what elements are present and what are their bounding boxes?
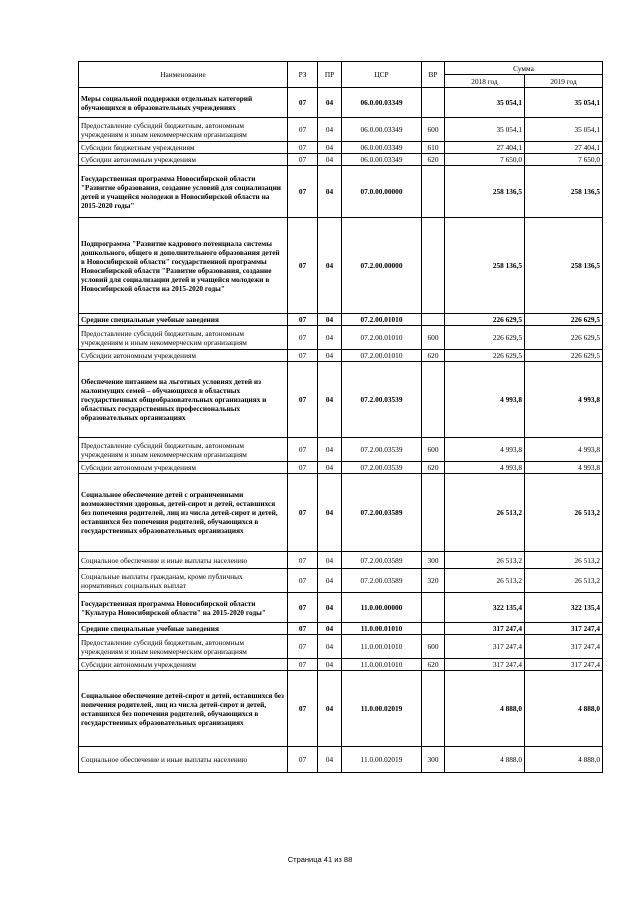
cell-name: Социальное обеспечение детей с ограниченными возможностями здоровья, детей-сирот и детей, оставшихся без попечения родителей, лиц из числа детей-сирот и детей, оставшихся без попечения родителей, обучающихся в государственных образовательных организациях <box>79 474 288 552</box>
cell-pr: 04 <box>318 118 342 142</box>
cell-sum-2019: 26 513,2 <box>525 474 603 552</box>
header-csr: ЦСР <box>342 62 422 88</box>
table-row <box>79 593 603 623</box>
cell-pr: 04 <box>318 474 342 552</box>
cell-csr: 07.2.00.03539 <box>342 362 422 438</box>
cell-name: Социальное обеспечение и иные выплаты населению <box>79 552 288 569</box>
cell-sum-2018: 317 247,4 <box>445 635 525 659</box>
cell-name: Субсидии автономным учреждениям <box>79 659 288 671</box>
table-body <box>79 88 603 773</box>
cell-csr: 07.2.00.03589 <box>342 552 422 569</box>
cell-sum-2019: 26 513,2 <box>525 569 603 593</box>
cell-sum-2019: 35 054,1 <box>525 118 603 142</box>
cell-sum-2019: 4 888,0 <box>525 671 603 747</box>
cell-pr: 04 <box>318 88 342 118</box>
header-name: Наименование <box>79 62 288 88</box>
cell-vr: 600 <box>422 635 445 659</box>
cell-sum-2018: 258 136,5 <box>445 166 525 218</box>
cell-pr: 04 <box>318 166 342 218</box>
cell-name: Субсидии автономным учреждениям <box>79 154 288 166</box>
cell-name: Средние специальные учебные заведения <box>79 623 288 635</box>
cell-sum-2018: 26 513,2 <box>445 552 525 569</box>
table-row <box>79 118 603 142</box>
cell-rz: 07 <box>288 154 318 166</box>
cell-pr: 04 <box>318 326 342 350</box>
cell-sum-2019: 317 247,4 <box>525 635 603 659</box>
cell-sum-2019: 35 054,1 <box>525 88 603 118</box>
cell-pr: 04 <box>318 593 342 623</box>
table-row <box>79 314 603 326</box>
cell-rz: 07 <box>288 438 318 462</box>
cell-rz: 07 <box>288 671 318 747</box>
cell-pr: 04 <box>318 218 342 314</box>
cell-sum-2018: 317 247,4 <box>445 659 525 671</box>
cell-vr: 600 <box>422 326 445 350</box>
cell-sum-2018: 226 629,5 <box>445 326 525 350</box>
cell-vr: 320 <box>422 569 445 593</box>
table-row <box>79 362 603 438</box>
cell-vr <box>422 474 445 552</box>
cell-sum-2018: 258 136,5 <box>445 218 525 314</box>
cell-vr <box>422 314 445 326</box>
cell-pr: 04 <box>318 314 342 326</box>
cell-name: Субсидии автономным учреждениям <box>79 462 288 474</box>
cell-pr: 04 <box>318 671 342 747</box>
cell-rz: 07 <box>288 623 318 635</box>
cell-pr: 04 <box>318 659 342 671</box>
cell-name: Государственная программа Новосибирской области "Культура Новосибирской области" на 2015-2020 годы" <box>79 593 288 623</box>
cell-rz: 07 <box>288 569 318 593</box>
table-row <box>79 166 603 218</box>
cell-pr: 04 <box>318 552 342 569</box>
table-row <box>79 623 603 635</box>
cell-pr: 04 <box>318 462 342 474</box>
cell-csr: 07.0.00.00000 <box>342 166 422 218</box>
header-rz: РЗ <box>288 62 318 88</box>
cell-sum-2018: 27 404,1 <box>445 142 525 154</box>
cell-rz: 07 <box>288 474 318 552</box>
cell-name: Субсидии бюджетным учреждениям <box>79 142 288 154</box>
cell-sum-2018: 4 993,8 <box>445 362 525 438</box>
cell-sum-2019: 4 888,0 <box>525 747 603 773</box>
table-row <box>79 635 603 659</box>
cell-rz: 07 <box>288 314 318 326</box>
cell-sum-2018: 35 054,1 <box>445 118 525 142</box>
page-number: Страница 41 из 88 <box>287 855 353 864</box>
cell-rz: 07 <box>288 362 318 438</box>
cell-sum-2018: 26 513,2 <box>445 569 525 593</box>
cell-sum-2018: 226 629,5 <box>445 314 525 326</box>
cell-sum-2018: 226 629,5 <box>445 350 525 362</box>
table-row <box>79 154 603 166</box>
cell-vr <box>422 671 445 747</box>
cell-rz: 07 <box>288 142 318 154</box>
cell-csr: 07.2.00.01010 <box>342 326 422 350</box>
cell-rz: 07 <box>288 326 318 350</box>
cell-sum-2019: 4 993,8 <box>525 462 603 474</box>
table-row <box>79 659 603 671</box>
table-row <box>79 326 603 350</box>
cell-name: Предоставление субсидий бюджетным, автономным учреждениям и иным некоммерческим организациям <box>79 438 288 462</box>
cell-rz: 07 <box>288 350 318 362</box>
cell-vr: 620 <box>422 462 445 474</box>
budget-table-container <box>78 61 602 773</box>
cell-name: Социальные выплаты гражданам, кроме публичных нормативных социальных выплат <box>79 569 288 593</box>
table-header-row <box>79 62 603 75</box>
cell-vr <box>422 88 445 118</box>
cell-sum-2019: 226 629,5 <box>525 326 603 350</box>
cell-pr: 04 <box>318 569 342 593</box>
cell-vr <box>422 166 445 218</box>
cell-vr <box>422 623 445 635</box>
cell-rz: 07 <box>288 462 318 474</box>
cell-pr: 04 <box>318 350 342 362</box>
cell-rz: 07 <box>288 635 318 659</box>
cell-sum-2019: 226 629,5 <box>525 314 603 326</box>
cell-rz: 07 <box>288 218 318 314</box>
cell-csr: 07.2.00.03539 <box>342 438 422 462</box>
cell-sum-2018: 26 513,2 <box>445 474 525 552</box>
header-sum: Сумма <box>445 62 603 75</box>
header-vr: ВР <box>422 62 445 88</box>
cell-name: Обеспечение питанием на льготных условиях детей из малоимущих семей – обучающихся в областных государственных общеобразовательных организациях и областных государственных профессиональных образовательных организациях <box>79 362 288 438</box>
cell-sum-2019: 317 247,4 <box>525 659 603 671</box>
header-year-2018: 2018 год <box>445 75 525 88</box>
cell-pr: 04 <box>318 142 342 154</box>
cell-rz: 07 <box>288 659 318 671</box>
table-row <box>79 474 603 552</box>
cell-csr: 07.2.00.00000 <box>342 218 422 314</box>
cell-csr: 06.0.00.03349 <box>342 154 422 166</box>
cell-csr: 11.0.00.01010 <box>342 635 422 659</box>
cell-name: Предоставление субсидий бюджетным, автономным учреждениям и иным некоммерческим организациям <box>79 326 288 350</box>
cell-sum-2018: 7 650,0 <box>445 154 525 166</box>
cell-sum-2018: 4 888,0 <box>445 671 525 747</box>
cell-rz: 07 <box>288 166 318 218</box>
cell-name: Предоставление субсидий бюджетным, автономным учреждениям и иным некоммерческим организациям <box>79 635 288 659</box>
cell-pr: 04 <box>318 747 342 773</box>
cell-name: Государственная программа Новосибирской области "Развитие образования, создание условий для социализации детей и учащейся молодежи в Новосибирской области на 2015-2020 годы" <box>79 166 288 218</box>
cell-vr: 620 <box>422 659 445 671</box>
table-row <box>79 747 603 773</box>
cell-csr: 11.0.00.01010 <box>342 659 422 671</box>
cell-vr: 620 <box>422 154 445 166</box>
table-row <box>79 218 603 314</box>
cell-name: Субсидии автономным учреждениям <box>79 350 288 362</box>
table-row <box>79 671 603 747</box>
cell-csr: 07.2.00.03589 <box>342 569 422 593</box>
cell-name: Подпрограмма "Развитие кадрового потенциала системы дошкольного, общего и дополнительного образования детей в Новосибирской области" государственной программы Новосибирской области "Развитие образования, создание условий для социализации детей и учащейся молодежи в Новосибирской области на 2015-2020 годы" <box>79 218 288 314</box>
cell-rz: 07 <box>288 747 318 773</box>
cell-vr: 620 <box>422 350 445 362</box>
cell-sum-2018: 4 993,8 <box>445 438 525 462</box>
cell-sum-2018: 322 135,4 <box>445 593 525 623</box>
cell-csr: 07.2.00.01010 <box>342 350 422 362</box>
cell-rz: 07 <box>288 593 318 623</box>
cell-csr: 11.0.00.01010 <box>342 623 422 635</box>
cell-name: Средние специальные учебные заведения <box>79 314 288 326</box>
cell-name: Предоставление субсидий бюджетным, автономным учреждениям и иным некоммерческим организациям <box>79 118 288 142</box>
cell-rz: 07 <box>288 118 318 142</box>
cell-sum-2019: 26 513,2 <box>525 552 603 569</box>
cell-sum-2019: 322 135,4 <box>525 593 603 623</box>
cell-pr: 04 <box>318 623 342 635</box>
cell-vr <box>422 218 445 314</box>
cell-sum-2019: 7 650,0 <box>525 154 603 166</box>
table-row <box>79 462 603 474</box>
cell-csr: 07.2.00.03589 <box>342 474 422 552</box>
cell-vr <box>422 593 445 623</box>
cell-sum-2019: 258 136,5 <box>525 218 603 314</box>
cell-sum-2019: 317 247,4 <box>525 623 603 635</box>
cell-csr: 07.2.00.01010 <box>342 314 422 326</box>
cell-rz: 07 <box>288 552 318 569</box>
cell-rz: 07 <box>288 88 318 118</box>
cell-sum-2019: 4 993,8 <box>525 438 603 462</box>
cell-csr: 11.0.00.02019 <box>342 671 422 747</box>
header-pr: ПР <box>318 62 342 88</box>
header-year-2019: 2019 год <box>525 75 603 88</box>
cell-sum-2018: 4 888,0 <box>445 747 525 773</box>
cell-vr: 610 <box>422 142 445 154</box>
cell-csr: 11.0.00.00000 <box>342 593 422 623</box>
cell-csr: 07.2.00.03539 <box>342 462 422 474</box>
cell-csr: 06.0.00.03349 <box>342 142 422 154</box>
cell-name: Социальное обеспечение и иные выплаты населению <box>79 747 288 773</box>
cell-sum-2019: 258 136,5 <box>525 166 603 218</box>
table-row <box>79 438 603 462</box>
cell-csr: 11.0.00.02019 <box>342 747 422 773</box>
cell-vr: 300 <box>422 747 445 773</box>
table-row <box>79 552 603 569</box>
cell-csr: 06.0.00.03349 <box>342 118 422 142</box>
cell-vr: 300 <box>422 552 445 569</box>
cell-csr: 06.0.00.03349 <box>342 88 422 118</box>
cell-pr: 04 <box>318 635 342 659</box>
table-row <box>79 350 603 362</box>
cell-sum-2018: 317 247,4 <box>445 623 525 635</box>
cell-name: Социальное обеспечение детей-сирот и детей, оставшихся без попечения родителей, лиц из числа детей-сирот и детей, оставшихся без попечения родителей, обучающихся в государственных образовательных организациях <box>79 671 288 747</box>
cell-sum-2018: 4 993,8 <box>445 462 525 474</box>
table-row <box>79 142 603 154</box>
budget-table <box>78 61 603 773</box>
cell-vr: 600 <box>422 118 445 142</box>
table-row <box>79 88 603 118</box>
table-row <box>79 569 603 593</box>
cell-sum-2019: 226 629,5 <box>525 350 603 362</box>
cell-sum-2018: 35 054,1 <box>445 88 525 118</box>
cell-pr: 04 <box>318 438 342 462</box>
cell-sum-2019: 4 993,8 <box>525 362 603 438</box>
cell-vr: 600 <box>422 438 445 462</box>
cell-pr: 04 <box>318 154 342 166</box>
cell-name: Меры социальной поддержки отдельных категорий обучающихся в образовательных учреждениях <box>79 88 288 118</box>
cell-pr: 04 <box>318 362 342 438</box>
cell-vr <box>422 362 445 438</box>
cell-sum-2019: 27 404,1 <box>525 142 603 154</box>
